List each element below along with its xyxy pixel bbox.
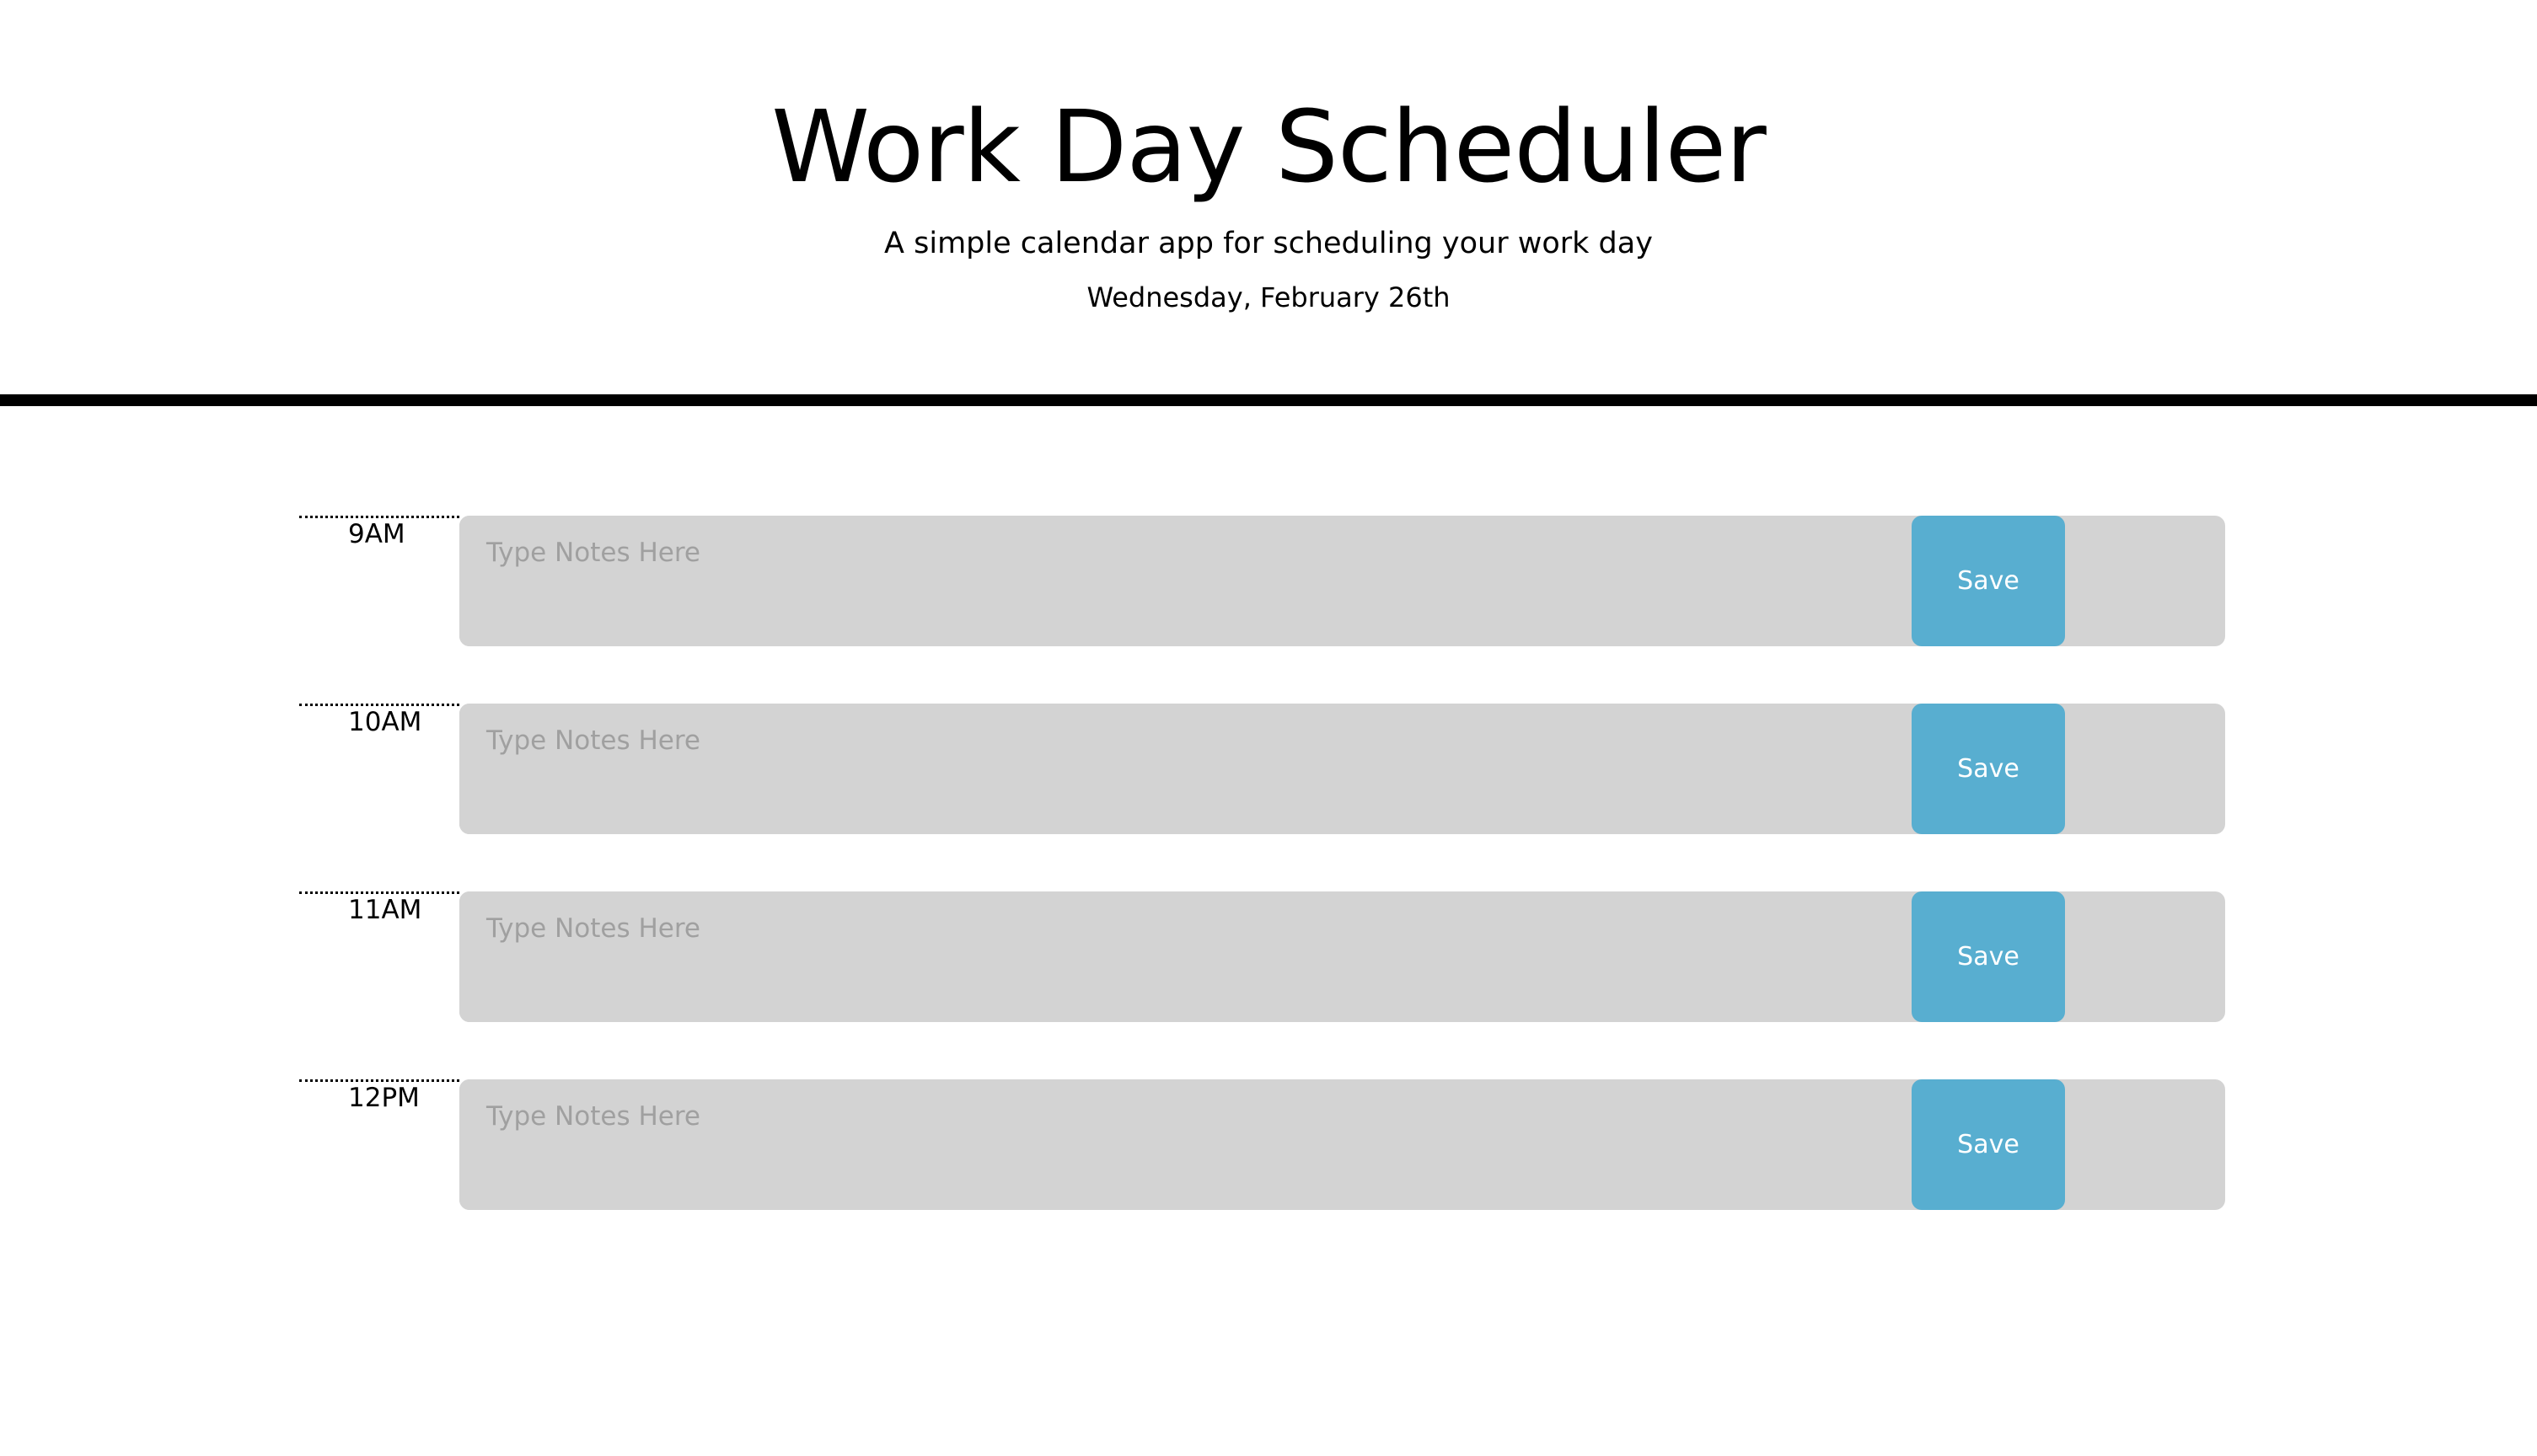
time-block-body <box>459 516 2225 646</box>
time-block <box>0 704 2537 834</box>
time-block <box>0 516 2537 646</box>
page-title: Work Day Scheduler <box>771 88 1766 205</box>
notes-input[interactable] <box>459 516 1912 646</box>
schedule-container <box>0 406 2537 1210</box>
time-block <box>0 891 2537 1022</box>
header-divider <box>0 394 2537 406</box>
hour-label: 11AM <box>299 891 459 1022</box>
hour-label: 12PM <box>299 1079 459 1210</box>
hour-label: 9AM <box>299 516 459 646</box>
app-header <box>0 0 2537 394</box>
hour-label: 10AM <box>299 704 459 834</box>
save-button[interactable]: Save <box>1912 1079 2065 1210</box>
time-block-body <box>459 1079 2225 1210</box>
time-block-body <box>459 704 2225 834</box>
current-date: Wednesday, February 26th <box>1086 281 1451 313</box>
save-button[interactable]: Save <box>1912 891 2065 1022</box>
time-block <box>0 1079 2537 1210</box>
app-subtitle: A simple calendar app for scheduling your work day <box>884 226 1653 260</box>
save-button[interactable]: Save <box>1912 704 2065 834</box>
notes-input[interactable] <box>459 704 1912 834</box>
notes-input[interactable] <box>459 1079 1912 1210</box>
time-block-body <box>459 891 2225 1022</box>
notes-input[interactable] <box>459 891 1912 1022</box>
save-button[interactable]: Save <box>1912 516 2065 646</box>
